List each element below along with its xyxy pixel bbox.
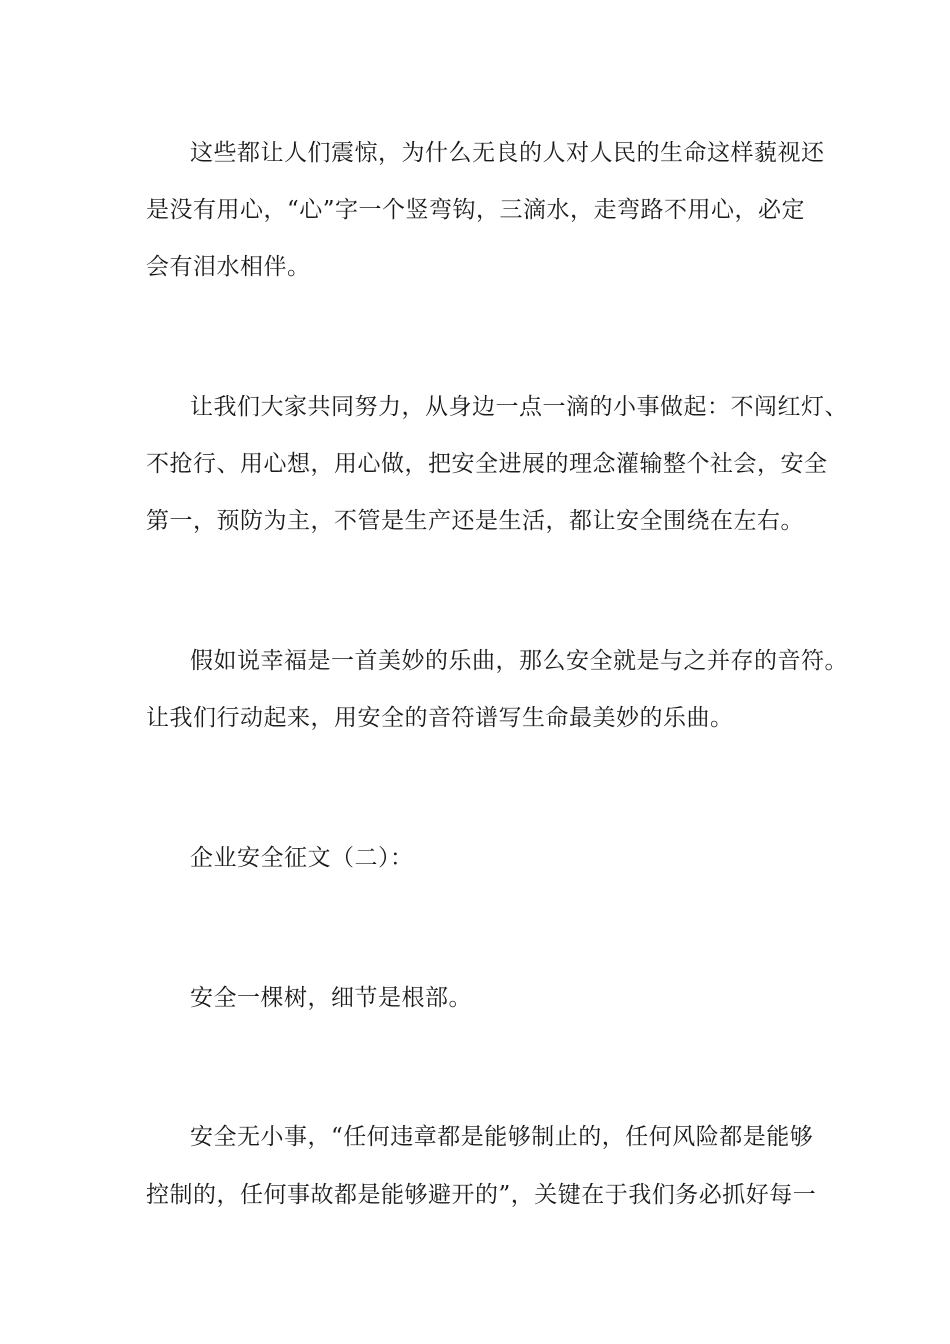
paragraph-2-line-1: 让我们大家共同努力，从身边一点一滴的小事做起：不闯红灯、 [190, 394, 848, 420]
paragraph-1-line-3: 会有泪水相伴。 [146, 254, 311, 280]
paragraph-3-line-1: 假如说幸福是一首美妙的乐曲，那么安全就是与之并存的音符。 [190, 648, 848, 674]
paragraph-2-line-3: 第一，预防为主，不管是生产还是生活，都让安全围绕在左右。 [146, 508, 804, 534]
paragraph-1-line-2: 是没有用心，“心”字一个竖弯钩，三滴水，走弯路不用心，必定 [146, 197, 806, 223]
paragraph-5-line-1: 安全一棵树，细节是根部。 [190, 985, 472, 1011]
paragraph-6-line-2: 控制的，任何事故都是能够避开的”，关键在于我们务必抓好每一 [146, 1182, 817, 1208]
paragraph-1-line-1: 这些都让人们震惊，为什么无良的人对人民的生命这样藐视还 [190, 140, 825, 166]
paragraph-3-line-2: 让我们行动起来，用安全的音符谱写生命最美妙的乐曲。 [146, 705, 734, 731]
paragraph-6-line-1: 安全无小事，“任何违章都是能够制止的，任何风险都是能够 [190, 1124, 814, 1150]
paragraph-2-line-2: 不抢行、用心想，用心做，把安全进展的理念灌输整个社会，安全 [146, 451, 828, 477]
section-heading: 企业安全征文（二）： [190, 845, 414, 871]
